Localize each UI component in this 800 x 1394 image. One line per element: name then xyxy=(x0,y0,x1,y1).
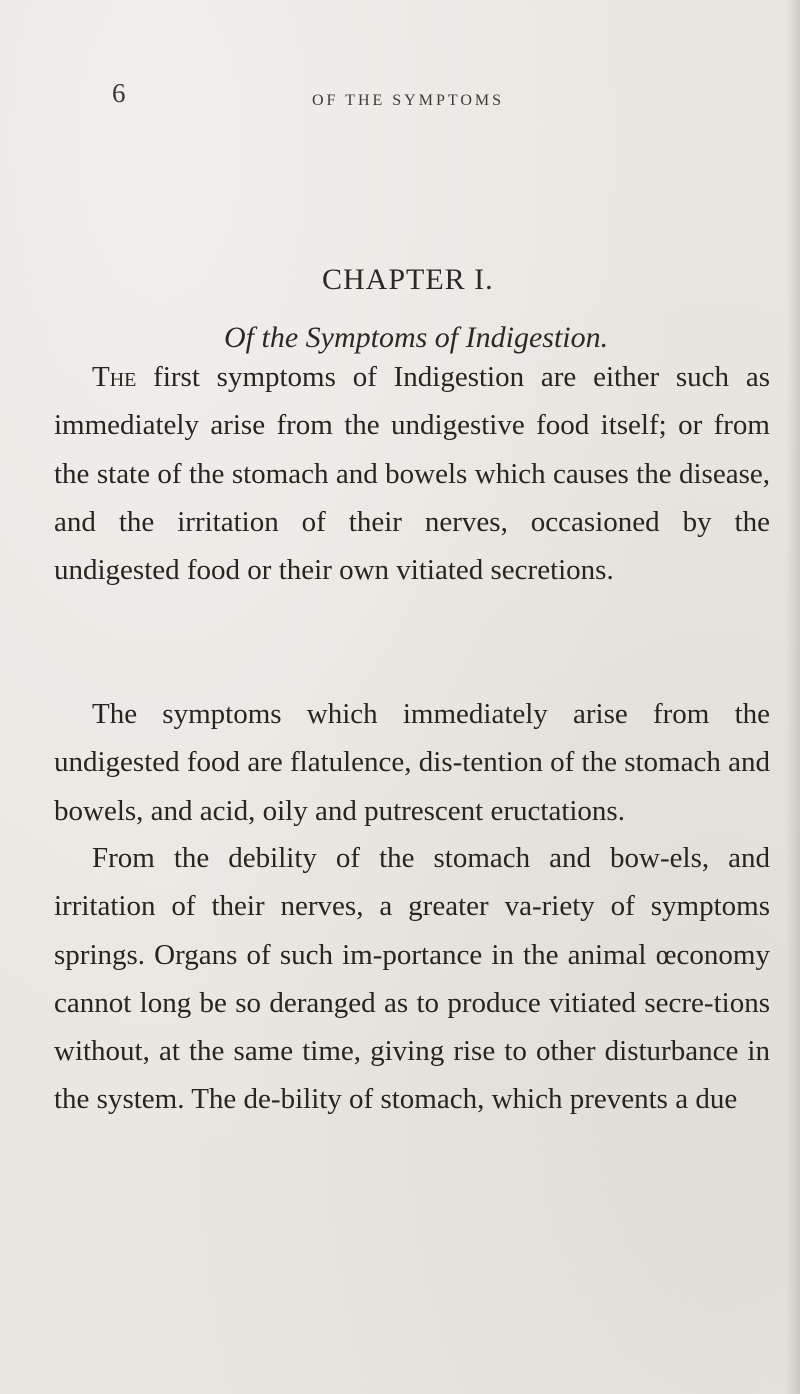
page-edge-shadow xyxy=(786,0,800,1394)
paragraph-2 xyxy=(54,690,770,835)
paragraph-2-text: The symptoms which immediately arise from the undigested food are flatulence, dis-tention of the stomach and bowels, and acid, oily and putrescent eructations. xyxy=(54,698,770,827)
paragraph-3 xyxy=(54,834,770,1124)
page-number: 6 xyxy=(112,78,126,108)
paragraph-1-text: first symptoms of Indigestion are either such as immediately arise from the undigestive food itself; or from the state of the stomach and bowels which causes the disease, and the irritation of their nerves, occasioned by the undigested food or their own vitiated secretions. xyxy=(54,361,770,587)
chapter-heading: CHAPTER I. xyxy=(322,263,494,296)
paragraph-3-text: From the debility of the stomach and bow-els, and irritation of their nerves, a greater va-riety of symptoms springs. Organs of such im-portance in the animal œconomy cannot long be so deranged as to produce vitiated secre-tions without, at the same time, giving rise to other disturbance in the system. The de-bility of stomach, which prevents a due xyxy=(54,842,770,1116)
paragraph-1 xyxy=(54,353,770,594)
chapter-subtitle: Of the Symptoms of Indigestion. xyxy=(224,321,609,354)
running-head: OF THE SYMPTOMS xyxy=(312,92,505,109)
paragraph-1-lead: The xyxy=(92,361,137,393)
